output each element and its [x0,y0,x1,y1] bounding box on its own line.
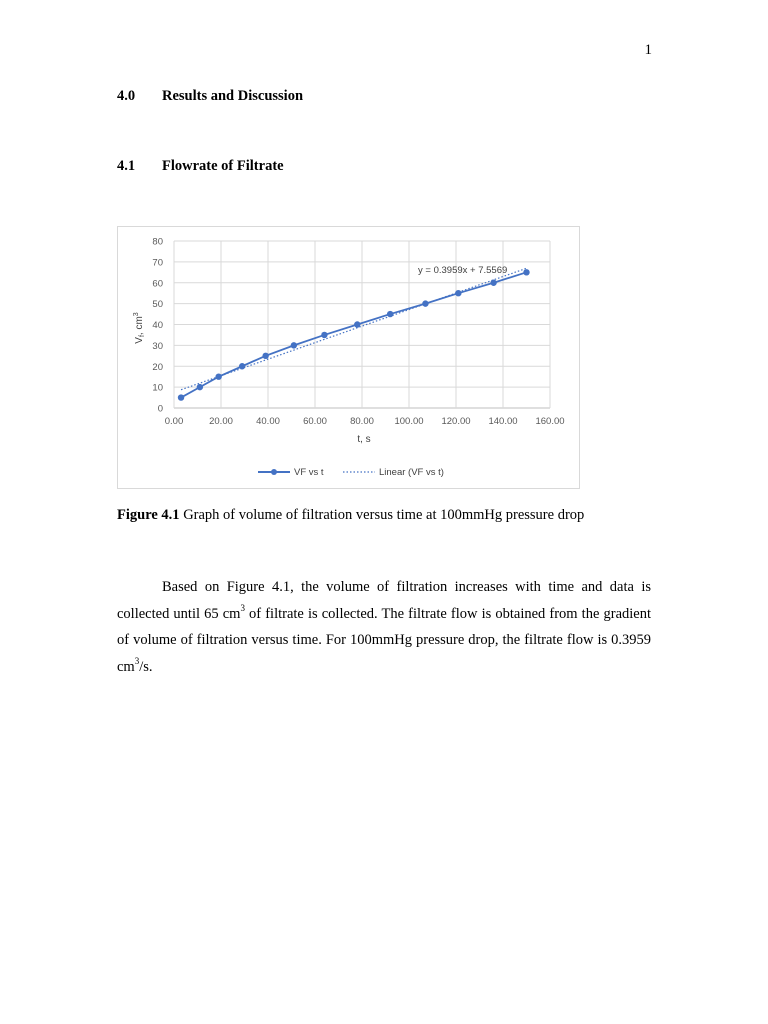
figure-chart [117,226,580,489]
trendline-layer [181,268,526,389]
section-heading-results [117,88,303,105]
section-heading-flowrate [117,158,284,175]
series-line [181,272,526,397]
legend-label-series: VF vs t [294,467,324,478]
figure-caption-text: Graph of volume of filtration versus time at 100mmHg pressure drop [179,507,585,523]
data-point [262,353,268,359]
y-tick-label: 80 [152,236,163,248]
y-tick-labels [152,237,163,415]
x-tick-labels [165,416,565,427]
section-title: Results and Discussion [162,88,304,104]
section-number: 4.1 [117,158,136,174]
data-point [490,280,496,286]
data-point [291,342,297,348]
paragraph-part: /s. [139,658,153,675]
section-title: Flowrate of Filtrate [162,158,284,174]
x-tick-label: 140.00 [488,416,518,427]
y-tick-label: 20 [152,361,163,373]
data-point [455,290,461,296]
y-tick-label: 50 [152,299,163,311]
data-point [215,373,221,379]
x-tick-label: 60.00 [303,416,327,427]
x-tick-label: 40.00 [256,416,280,427]
y-axis-label-rest: , cm [134,316,145,336]
y-tick-label: 30 [152,340,163,352]
x-tick-label: 20.00 [209,416,233,427]
section-number: 4.0 [117,88,136,104]
data-point [523,269,529,275]
y-tick-label: 40 [152,320,163,331]
figure-caption [117,507,584,524]
legend-label-trend: Linear (VF vs t) [379,467,444,478]
y-tick-label: 10 [152,382,163,394]
legend [258,467,444,478]
trendline [181,268,526,389]
series-layer [178,269,530,401]
x-tick-label: 100.00 [394,416,424,427]
y-tick-label: 60 [152,278,163,290]
superscript: 3 [134,655,140,666]
data-point [239,363,245,369]
data-point [422,300,428,306]
y-axis-label-sup: 3 [133,312,140,317]
chart-svg [118,227,581,490]
trendline-equation: y = 0.3959x + 7.5569 [418,265,508,276]
y-tick-label: 0 [157,403,163,415]
data-point [354,321,360,327]
paragraph-part: Based on Figure 4.1, the volume of filtration increases with time and data is collected until 65 cm [117,579,651,622]
data-point [178,394,184,400]
data-point [387,311,393,317]
y-tick-label: 70 [152,257,163,269]
legend-marker-series [271,469,277,475]
x-axis-label: t, s [357,434,371,445]
superscript: 3 [240,602,245,613]
figure-label: Figure 4.1 [117,507,180,523]
y-axis-label-main: V [134,337,145,344]
paragraph-part: of filtrate is collected. The filtrate flow is obtained from the gradient of volume of filtration versus time. For 100mmHg pressure drop, the filtrate flow is 0.3959 cm [117,605,651,675]
body-paragraph [117,574,651,680]
y-axis-label [133,312,146,344]
x-tick-label: 120.00 [441,416,471,427]
data-point [197,384,203,390]
y-axis-label-sub: f [139,335,146,338]
paragraph-text [117,574,651,680]
x-tick-label: 80.00 [350,416,374,427]
data-point [321,332,327,338]
x-tick-label: 160.00 [535,416,565,427]
page-number: 1 [644,42,652,58]
x-tick-label: 0.00 [164,416,184,427]
